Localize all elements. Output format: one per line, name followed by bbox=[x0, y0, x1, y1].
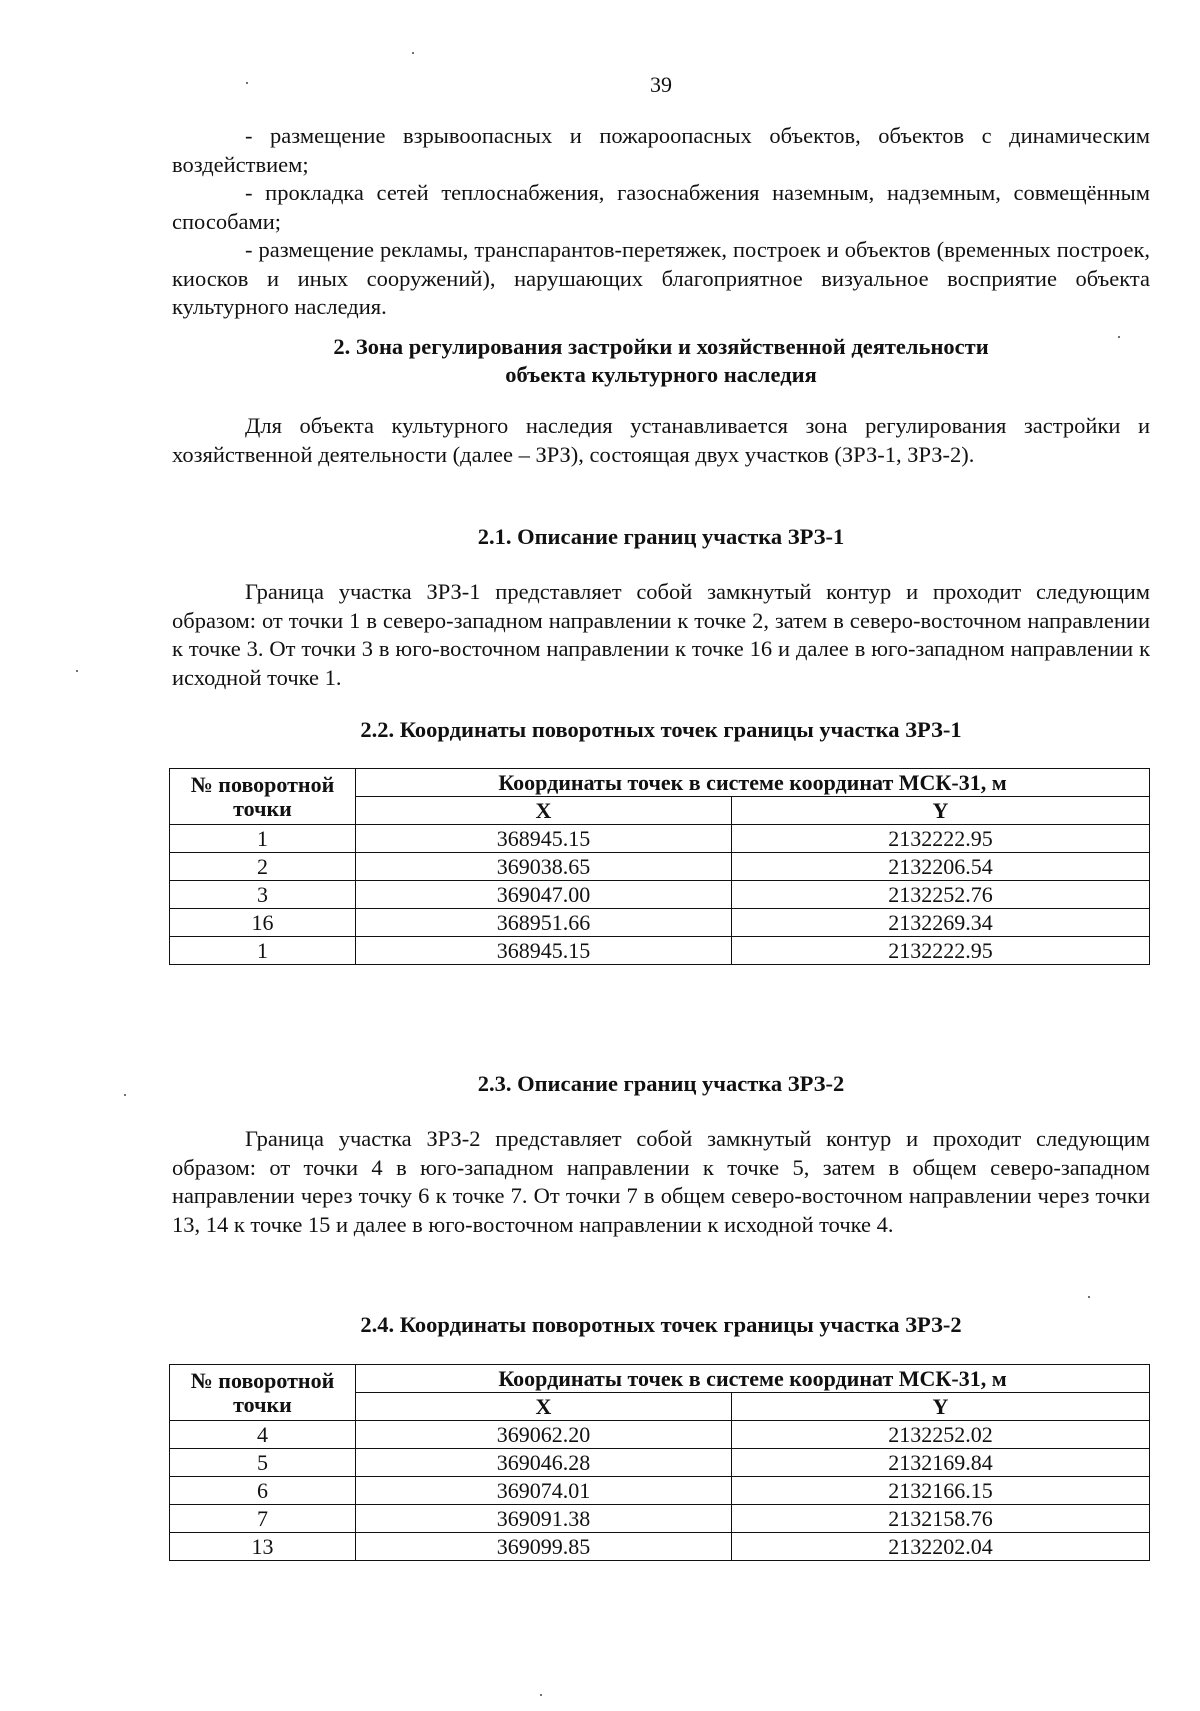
section-2-1-paragraph-block bbox=[172, 578, 1150, 692]
section-2-4-heading-block bbox=[172, 1311, 1150, 1339]
coord-y: 2132206.54 bbox=[732, 853, 1150, 881]
point-number: 5 bbox=[170, 1449, 356, 1477]
scan-speck bbox=[540, 1694, 542, 1696]
point-number: 2 bbox=[170, 853, 356, 881]
coord-x: 369046.28 bbox=[356, 1449, 732, 1477]
coord-x: 368945.15 bbox=[356, 937, 732, 965]
section-2-3-heading-block bbox=[172, 1070, 1150, 1098]
table-header-x: X bbox=[356, 797, 732, 825]
paragraph: Граница участка ЗРЗ-2 представляет собой замкнутый контур и проходит следующим образом: от точки 4 в юго-западном направлении к точке 5, затем в общем северо-западном направлении через точку 6 к точке 7. От точки 7 в общем северо-восточном направлении через точки 13, 14 к точке 15 и далее в юго-восточном направлении к исходной точке 4. bbox=[172, 1126, 1150, 1237]
scan-speck bbox=[124, 1094, 126, 1096]
coord-x: 369047.00 bbox=[356, 881, 732, 909]
section-heading: 2. Зона регулирования застройки и хозяйственной деятельности bbox=[333, 334, 989, 359]
restriction-list bbox=[172, 122, 1150, 322]
section-2-paragraph-block bbox=[172, 412, 1150, 469]
table-zrz1-block bbox=[169, 768, 1147, 965]
table-row bbox=[170, 825, 1150, 853]
section-heading: 2.2. Координаты поворотных точек границы участка ЗРЗ-1 bbox=[360, 717, 962, 742]
section-heading: 2.3. Описание границ участка ЗРЗ-2 bbox=[477, 1071, 845, 1096]
section-2-3-paragraph-block bbox=[172, 1125, 1150, 1239]
table-row bbox=[170, 909, 1150, 937]
coord-y: 2132269.34 bbox=[732, 909, 1150, 937]
table-header-y: Y bbox=[732, 1393, 1150, 1421]
coord-x: 369074.01 bbox=[356, 1477, 732, 1505]
coord-y: 2132166.15 bbox=[732, 1477, 1150, 1505]
coord-x: 368951.66 bbox=[356, 909, 732, 937]
point-number: 7 bbox=[170, 1505, 356, 1533]
coord-y: 2132169.84 bbox=[732, 1449, 1150, 1477]
table-zrz2-block bbox=[169, 1364, 1147, 1561]
point-number: 13 bbox=[170, 1533, 356, 1561]
paragraph: Граница участка ЗРЗ-1 представляет собой замкнутый контур и проходит следующим образом: от точки 1 в северо-западном направлении к точке 2, затем в северо-восточном направлении к точке 3. От точки 3 в юго-восточном направлении к точке 16 и далее в юго-западном направлении к исходной точке 1. bbox=[172, 579, 1150, 690]
coord-y: 2132252.76 bbox=[732, 881, 1150, 909]
coord-y: 2132252.02 bbox=[732, 1421, 1150, 1449]
list-item: - прокладка сетей теплоснабжения, газоснабжения наземным, надземным, совмещённым способами; bbox=[172, 180, 1150, 234]
coord-y: 2132202.04 bbox=[732, 1533, 1150, 1561]
table-row bbox=[170, 1533, 1150, 1561]
point-number: 6 bbox=[170, 1477, 356, 1505]
section-2-1-heading-block bbox=[172, 523, 1150, 551]
section-heading: объекта культурного наследия bbox=[505, 362, 817, 387]
section-2-2-heading-block bbox=[172, 716, 1150, 744]
coord-x: 369091.38 bbox=[356, 1505, 732, 1533]
table-header-point-number: № поворотной точки bbox=[170, 769, 356, 825]
section-heading: 2.1. Описание границ участка ЗРЗ-1 bbox=[477, 524, 845, 549]
point-number: 1 bbox=[170, 937, 356, 965]
coordinates-table-zrz2 bbox=[169, 1364, 1150, 1561]
coord-x: 369099.85 bbox=[356, 1533, 732, 1561]
point-number: 16 bbox=[170, 909, 356, 937]
table-row bbox=[170, 1477, 1150, 1505]
point-number: 4 bbox=[170, 1421, 356, 1449]
list-item: - размещение взрывоопасных и пожароопасных объектов, объектов с динамическим воздействием; bbox=[172, 123, 1150, 177]
coord-x: 369038.65 bbox=[356, 853, 732, 881]
coord-y: 2132222.95 bbox=[732, 825, 1150, 853]
coordinates-table-zrz1 bbox=[169, 768, 1150, 965]
table-row bbox=[170, 1505, 1150, 1533]
coord-x: 369062.20 bbox=[356, 1421, 732, 1449]
point-number: 3 bbox=[170, 881, 356, 909]
table-header-coordinates: Координаты точек в системе координат МСК-31, м bbox=[356, 769, 1150, 797]
scan-speck bbox=[76, 670, 78, 672]
table-row bbox=[170, 881, 1150, 909]
scan-speck bbox=[1118, 336, 1120, 338]
table-row bbox=[170, 937, 1150, 965]
scan-speck bbox=[412, 52, 414, 54]
table-header-coordinates: Координаты точек в системе координат МСК-31, м bbox=[356, 1365, 1150, 1393]
table-header-x: X bbox=[356, 1393, 732, 1421]
list-item: - размещение рекламы, транспарантов-перетяжек, построек и объектов (временных построек, киосков и иных сооружений), нарушающих благоприятное визуальное восприятие объекта культурного наследия. bbox=[172, 237, 1150, 319]
scan-speck bbox=[1088, 1296, 1090, 1298]
section-2 bbox=[172, 333, 1150, 389]
point-number: 1 bbox=[170, 825, 356, 853]
coord-y: 2132222.95 bbox=[732, 937, 1150, 965]
coord-y: 2132158.76 bbox=[732, 1505, 1150, 1533]
table-row bbox=[170, 853, 1150, 881]
scan-speck bbox=[246, 82, 248, 84]
paragraph: Для объекта культурного наследия устанавливается зона регулирования застройки и хозяйственной деятельности (далее – ЗРЗ), состоящая двух участков (ЗРЗ-1, ЗРЗ-2). bbox=[172, 413, 1150, 467]
coord-x: 368945.15 bbox=[356, 825, 732, 853]
page-number: 39 bbox=[650, 72, 672, 97]
section-heading: 2.4. Координаты поворотных точек границы участка ЗРЗ-2 bbox=[360, 1312, 962, 1337]
table-header-y: Y bbox=[732, 797, 1150, 825]
table-header-point-number: № поворотной точки bbox=[170, 1365, 356, 1421]
table-row bbox=[170, 1449, 1150, 1477]
table-row bbox=[170, 1421, 1150, 1449]
